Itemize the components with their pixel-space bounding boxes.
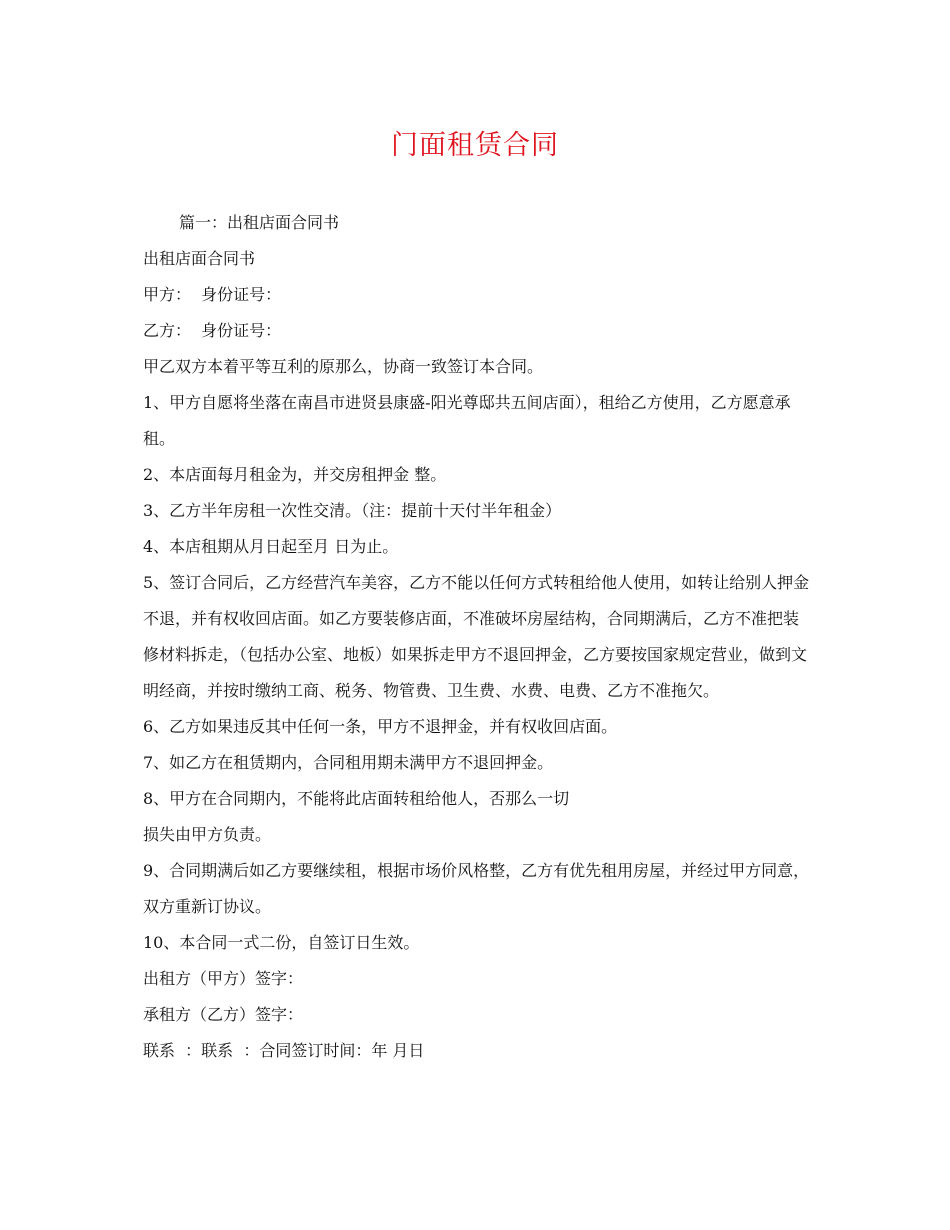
party-a-line: 甲方： 身份证号： [143, 285, 282, 304]
clause-4: 4、本店租期从月日起至月 日为止。 [143, 537, 399, 556]
clause-10: 10、本合同一式二份，自签订日生效。 [143, 933, 420, 952]
document-title: 门面租赁合同 [391, 130, 559, 161]
clause-5: 5、签订合同后，乙方经营汽车美容，乙方不能以任何方式转租给他人使用，如转让给别人押金不退，并有权收回店面。如乙方要装修店面，不准破坏房屋结构，合同期满后，乙方不准把装修材料拆走，（包括办公室、地板）如果拆走甲方不退回押金，乙方要按国家规定营业，做到文明经商，并按时缴纳工商、税务、物管费、卫生费、水费、电费、乙方不准拖欠。 [143, 573, 810, 700]
clause-1: 1、甲方自愿将坐落在南昌市进贤县康盛-阳光尊邸共五间店面），租给乙方使用，乙方愿意承租。 [143, 393, 791, 448]
contact-date-line: 联系 ：联系 ：合同签订时间：年 月日 [143, 1041, 425, 1060]
clause-9: 9、合同期满后如乙方要继续租，根据市场价风格整，乙方有优先租用房屋，并经过甲方同意，双方重新订协议。 [143, 861, 810, 916]
clause-3: 3、乙方半年房租一次性交清。（注：提前十天付半年租金） [143, 501, 562, 520]
clause-2: 2、本店面每月租金为，并交房租押金 整。 [143, 465, 447, 484]
document-body [143, 205, 813, 1069]
clause-6: 6、乙方如果违反其中任何一条，甲方不退押金，并有权收回店面。 [143, 717, 618, 736]
party-b-line: 乙方： 身份证号： [143, 321, 282, 340]
preamble: 甲乙双方本着平等互利的原那么，协商一致签订本合同。 [143, 357, 544, 376]
contract-name: 出租店面合同书 [143, 249, 256, 268]
clause-8-continued: 损失由甲方负责。 [143, 825, 272, 844]
lessee-signature-line: 承租方（乙方）签字： [143, 1005, 304, 1024]
clause-7: 7、如乙方在租赁期内，合同租用期未满甲方不退回押金。 [143, 753, 554, 772]
clause-8: 8、甲方在合同期内，不能将此店面转租给他人，否那么一切 [143, 789, 570, 808]
lessor-signature-line: 出租方（甲方）签字： [143, 969, 304, 988]
section-heading: 篇一：出租店面合同书 [179, 213, 340, 232]
